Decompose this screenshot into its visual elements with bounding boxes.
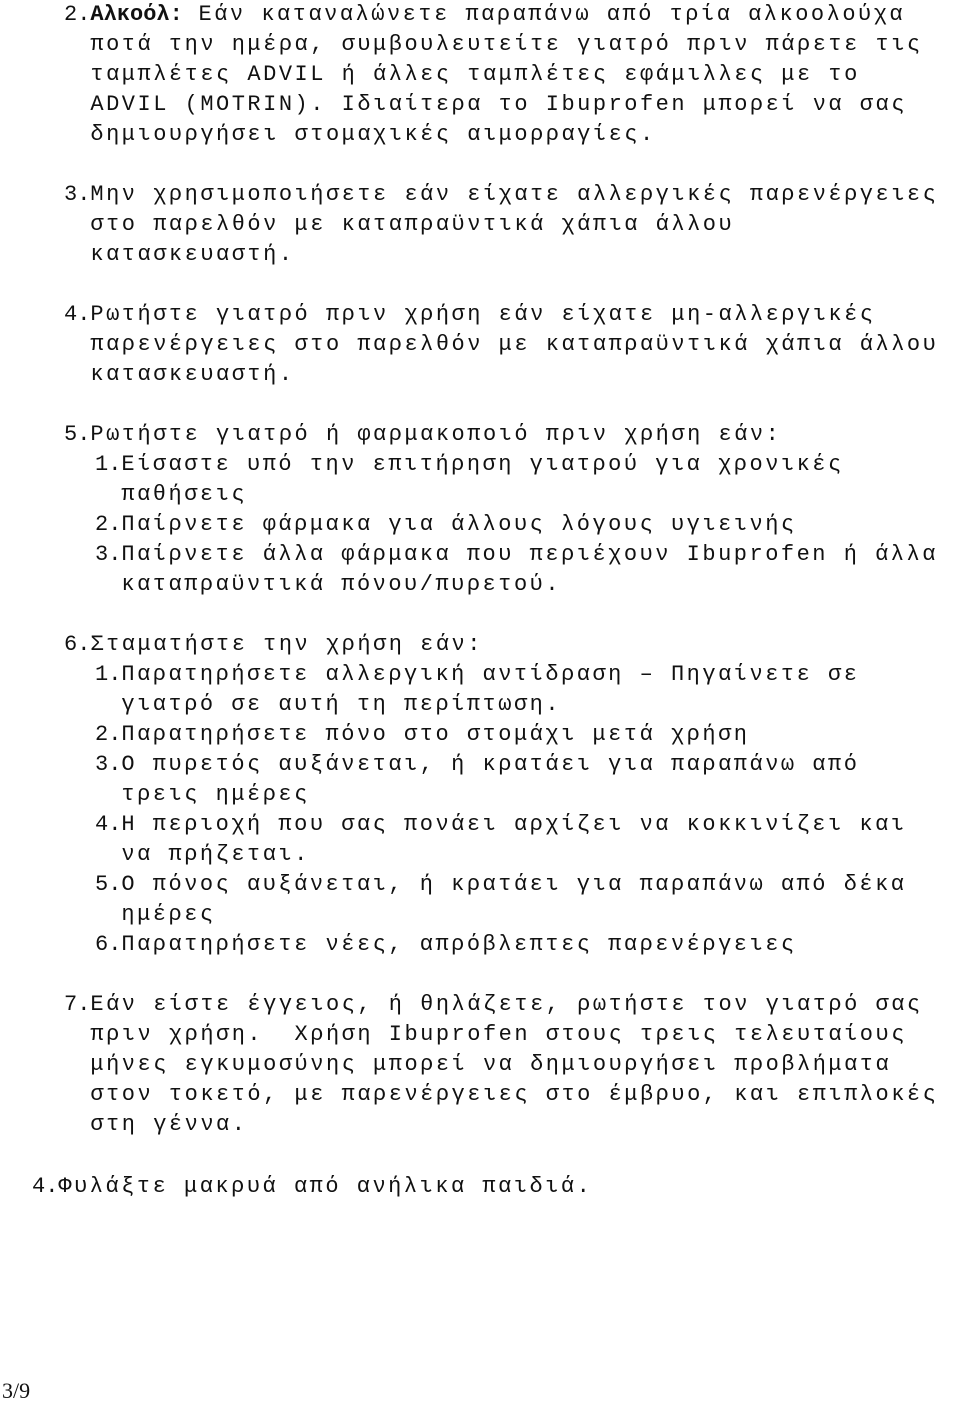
sub-item-line: ημέρες: [121, 902, 216, 927]
sub-item-line: γιατρό σε αυτή τη περίπτωση.: [121, 692, 562, 717]
keep-away-line: Φυλάξτε μακρυά από ανήλικα παιδιά.: [58, 1174, 593, 1199]
sub-item-number: 1.: [95, 452, 122, 477]
sub-item-number: 2.: [95, 512, 122, 537]
item-6-sub-4: [95, 810, 960, 870]
item-number: 4.: [32, 1174, 59, 1199]
item-5-sub-1: [95, 450, 960, 510]
item-6-sub-3: [95, 750, 960, 810]
item-4-line-1: Ρωτήστε γιατρό πριν χρήση εάν είχατε μη-αλλεργικές: [90, 302, 876, 327]
item-2-line-3: ταμπλέτες ADVIL ή άλλες ταμπλέτες εφάμιλλες με το: [90, 62, 860, 87]
item-5-sub-3: [95, 540, 960, 600]
item-3-line-2: στο παρελθόν με καταπραϋντικά χάπια άλλου: [90, 212, 735, 237]
sub-item-line: Παρατηρήσετε αλλεργική αντίδραση – Πηγαίνετε σε: [121, 662, 860, 687]
item-2-line-2: ποτά την ημέρα, συμβουλευτείτε γιατρό πριν πάρετε τις: [90, 32, 923, 57]
item-number: 5.: [64, 422, 91, 447]
page-number: 3/9: [2, 1378, 31, 1403]
item-6-stop-use: [64, 630, 960, 660]
item-5-sub-2: [95, 510, 960, 540]
sub-item-line: τρεις ημέρες: [121, 782, 310, 807]
item-7-line-5: στη γέννα.: [90, 1112, 248, 1137]
item-number: 6.: [64, 632, 91, 657]
item-6-heading: Σταματήστε την χρήση εάν:: [90, 632, 483, 657]
item-6-sub-1: [95, 660, 960, 720]
item-3-line-1: Μην χρησιμοποιήσετε εάν είχατε αλλεργικές παρενέργειες: [90, 182, 939, 207]
sub-item-line: να πρήζεται.: [121, 842, 310, 867]
sub-item-line: Η περιοχή που σας πονάει αρχίζει να κοκκινίζει και: [121, 812, 907, 837]
item-keep-away-children: [32, 1172, 960, 1202]
item-7-line-4: στον τοκετό, με παρενέργειες στο έμβρυο, και επιπλοκές: [90, 1082, 939, 1107]
item-3-line-3: κατασκευαστή.: [90, 242, 295, 267]
sub-item-number: 6.: [95, 932, 122, 957]
item-6-sub-5: [95, 870, 960, 930]
sub-item-line: Είσαστε υπό την επιτήρηση γιατρού για χρονικές: [121, 452, 844, 477]
item-7-line-3: μήνες εγκυμοσύνης μπορεί να δημιουργήσει προβλήματα: [90, 1052, 892, 1077]
item-6-sub-6: [95, 930, 960, 960]
item-2-line-4: ADVIL (MOTRIN). Ιδιαίτερα το Ibuprofen μπορεί να σας: [90, 92, 907, 117]
sub-item-line: παθήσεις: [121, 482, 248, 507]
item-2-line-1: Εάν καταναλώνετε παραπάνω από τρία αλκοολούχα: [182, 2, 906, 27]
item-7-line-1: Εάν είστε έγγειος, ή θηλάζετε, ρωτήστε τον γιατρό σας: [90, 992, 923, 1017]
sub-item-line: καταπραϋντικά πόνου/πυρετού.: [121, 572, 562, 597]
sub-item-line: Παίρνετε άλλα φάρμακα που περιέχουν Ibuprofen ή άλλα: [121, 542, 938, 567]
sub-item-line: Παρατηρήσετε πόνο στο στομάχι μετά χρήση: [121, 722, 750, 747]
item-number: 4.: [64, 302, 91, 327]
item-2-line-5: δημιουργήσει στομαχικές αιμορραγίες.: [90, 122, 656, 147]
item-number: 3.: [64, 182, 91, 207]
item-2-alcohol: [64, 0, 960, 150]
sub-item-number: 1.: [95, 662, 122, 687]
sub-item-number: 4.: [95, 812, 122, 837]
item-4-line-3: κατασκευαστή.: [90, 362, 295, 387]
sub-item-line: Παρατηρήσετε νέες, απρόβλεπτες παρενέργειες: [121, 932, 797, 957]
sub-item-number: 2.: [95, 722, 122, 747]
item-6-sub-2: [95, 720, 960, 750]
sub-item-number: 5.: [95, 872, 122, 897]
sub-item-line: Ο πόνος αυξάνεται, ή κρατάει για παραπάνω από δέκα: [121, 872, 907, 897]
item-3-allergy-warning: [64, 180, 960, 270]
sub-item-number: 3.: [95, 542, 122, 567]
item-number: 7.: [64, 992, 91, 1017]
item-5-heading: Ρωτήστε γιατρό ή φαρμακοποιό πριν χρήση εάν:: [90, 422, 782, 447]
item-7-line-2: πριν χρήση. Χρήση Ibuprofen στους τρεις τελευταίους: [90, 1022, 907, 1047]
item-5-ask-doctor: [64, 420, 960, 450]
item-number: 2.: [64, 2, 91, 27]
item-7-pregnancy: [64, 990, 960, 1140]
sub-item-number: 3.: [95, 752, 122, 777]
item-4-non-allergic-warning: [64, 300, 960, 390]
sub-item-line: Παίρνετε φάρμακα για άλλους λόγους υγιεινής: [121, 512, 797, 537]
item-2-lead: Αλκοόλ:: [90, 2, 183, 27]
sub-item-line: Ο πυρετός αυξάνεται, ή κρατάει για παραπάνω από: [121, 752, 860, 777]
item-4-line-2: παρενέργειες στο παρελθόν με καταπραϋντικά χάπια άλλου: [90, 332, 939, 357]
